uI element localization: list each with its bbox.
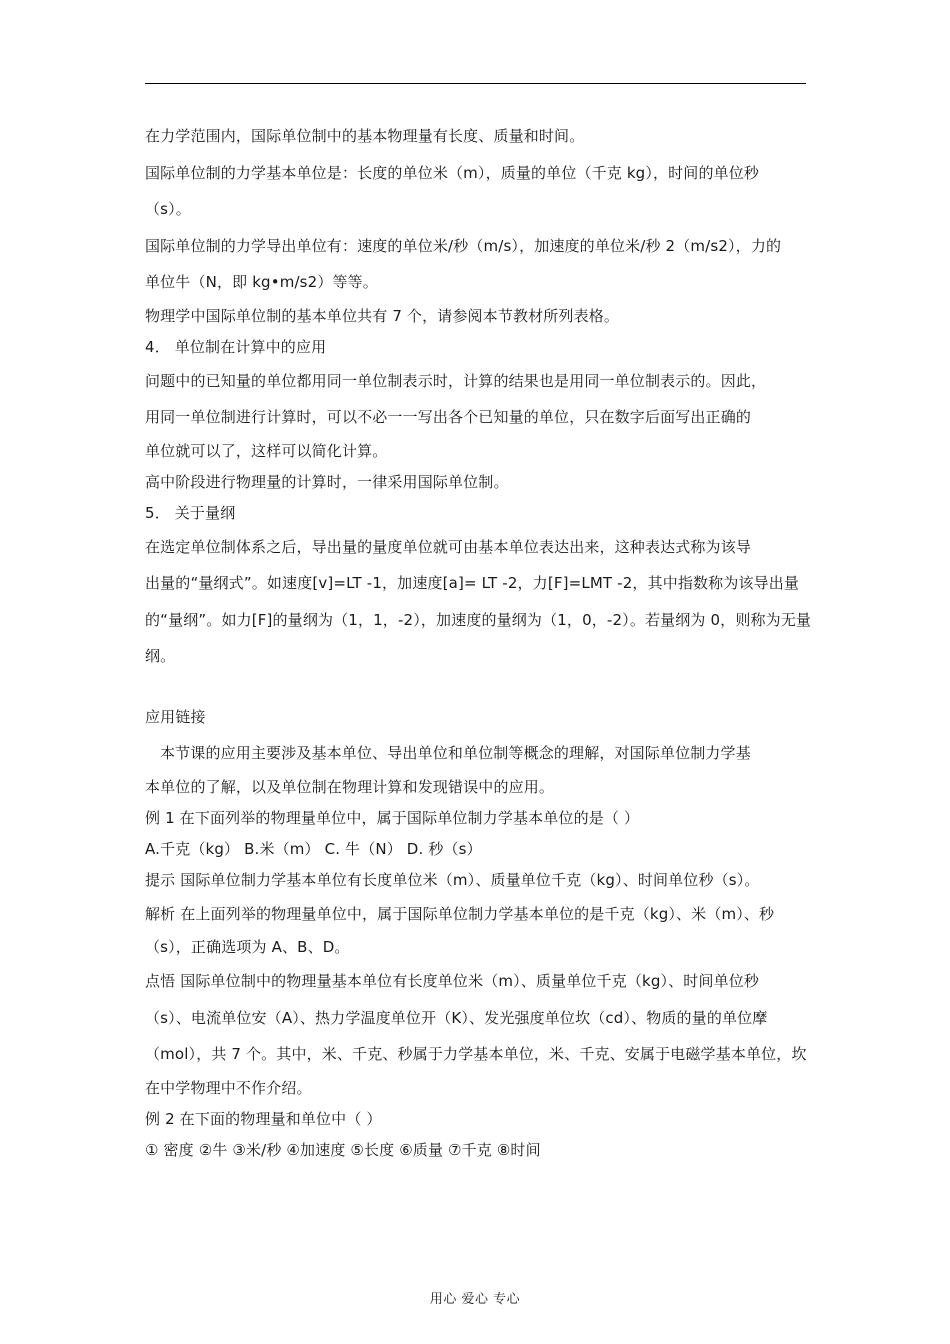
example-question: 例 2 在下面的物理量和单位中（ ）	[145, 1109, 382, 1128]
paragraph-line: 的“量纲”。如力[F]的量纲为（1，1，-2），加速度的量纲为（1，0，-2）。若量纲为 0，则称为无量	[145, 610, 812, 629]
paragraph-line: 国际单位制的力学基本单位是：长度的单位米（m），质量的单位（千克 kg），时间的单位秒	[145, 163, 760, 182]
hint-line: 提示 国际单位制力学基本单位有长度单位米（m）、质量单位千克（kg）、时间单位秒（s）。	[145, 870, 760, 889]
page-footer: 用心 爱心 专心	[429, 1292, 521, 1307]
insight-line: （s）、电流单位安（A）、热力学温度单位开（K）、发光强度单位坎（cd）、物质的量的单位摩	[145, 1008, 768, 1027]
insight-line: 点悟 国际单位制中的物理量基本单位有长度单位米（m）、质量单位千克（kg）、时间单位秒	[145, 972, 760, 990]
paragraph-line: 问题中的已知量的单位都用同一单位制表示时，计算的结果也是用同一单位制表示的。因此，	[145, 371, 767, 390]
analysis-line: 解析 在上面列举的物理量单位中，属于国际单位制力学基本单位的是千克（kg）、米（m）、秒	[145, 904, 775, 923]
paragraph-line: （s）。	[145, 200, 191, 218]
example-items: ① 密度 ②牛 ③米/秒 ④加速度 ⑤长度 ⑥质量 ⑦千克 ⑧时间	[145, 1140, 541, 1159]
paragraph-line: 单位牛（N，即 kg•m/s2）等等。	[145, 273, 378, 291]
insight-line: （mol），共 7 个。其中，米、千克、秒属于力学基本单位，米、千克、安属于电磁学基本单位，坎	[145, 1045, 807, 1063]
paragraph-line: 高中阶段进行物理量的计算时，一律采用国际单位制。	[145, 472, 509, 491]
insight-line: 在中学物理中不作介绍。	[145, 1078, 312, 1097]
analysis-line: （s），正确选项为 A、B、D。	[145, 938, 350, 956]
example-question: 例 1 在下面列举的物理量单位中，属于国际单位制力学基本单位的是（ ）	[145, 808, 640, 827]
paragraph-line: 纲。	[145, 647, 176, 665]
header-rule	[145, 83, 806, 84]
section-heading: 应用链接	[145, 707, 206, 726]
paragraph-line: 国际单位制的力学导出单位有：速度的单位米/秒（m/s），加速度的单位米/秒 2（m/s2），力的	[145, 236, 782, 255]
section-heading: 5． 关于量纲	[145, 503, 236, 522]
paragraph-line: 单位就可以了，这样可以简化计算。	[145, 441, 388, 460]
example-options: A.千克（kg） B.米（m） C. 牛（N） D. 秒（s）	[145, 839, 482, 858]
paragraph-line: 物理学中国际单位制的基本单位共有 7 个，请参阅本节教材所列表格。	[145, 306, 620, 325]
paragraph-line: 本单位的了解，以及单位制在物理计算和发现错误中的应用。	[145, 777, 555, 796]
section-heading: 4． 单位制在计算中的应用	[145, 337, 327, 356]
blank-line	[145, 675, 809, 699]
paragraph-line: 出量的“量纲式”。如速度[v]=LT -1，加速度[a]= LT -2，力[F]=LMT -2，其中指数称为该导出量	[145, 574, 800, 592]
paragraph-line: 在选定单位制体系之后，导出量的量度单位就可由基本单位表达出来，这种表达式称为该导	[145, 537, 752, 556]
paragraph-line: 本节课的应用主要涉及基本单位、导出单位和单位制等概念的理解，对国际单位制力学基	[160, 744, 751, 762]
paragraph-line: 在力学范围内，国际单位制中的基本物理量有长度、质量和时间。	[145, 127, 585, 145]
paragraph-line: 用同一单位制进行计算时，可以不必一一写出各个已知量的单位，只在数字后面写出正确的	[145, 408, 752, 426]
document-body	[145, 118, 812, 1166]
